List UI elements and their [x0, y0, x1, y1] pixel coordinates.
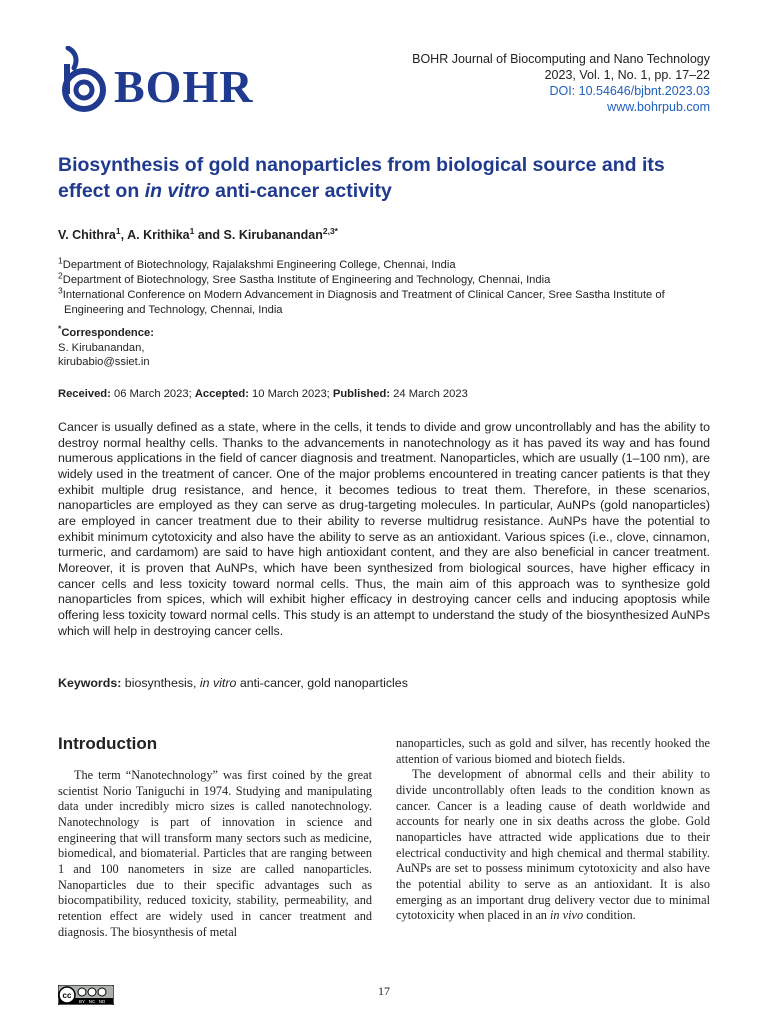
- bohr-logo-icon: [58, 46, 108, 112]
- affiliation-text: International Conference on Modern Advancement in Diagnosis and Treatment of Clinical Cancer, Sree Sastha Institute of Engineering and Technology, Chennai, India: [62, 289, 665, 316]
- affiliation-text: Department of Biotechnology, Sree Sastha Institute of Engineering and Technology, Chennai, India: [62, 274, 551, 286]
- affiliation-item: [58, 270, 718, 288]
- author-separator: ,: [120, 228, 128, 242]
- cc-by-text: BY: [78, 999, 86, 1005]
- title-italic: in vitro: [144, 180, 210, 202]
- affiliation-item: [58, 255, 718, 273]
- cc-mark: cc: [62, 991, 72, 1000]
- publisher-logo: [58, 46, 253, 112]
- intro-paragraph: [396, 767, 710, 924]
- article-title: [58, 152, 718, 204]
- received-date: 06 March 2023;: [110, 388, 195, 400]
- title-part1: Biosynthesis of gold nanoparticles from biological source and its effect on: [58, 154, 665, 202]
- author-affiliation-mark: 2,3*: [322, 225, 338, 236]
- keywords-italic: in vitro: [199, 676, 237, 690]
- keywords-part2: anti-cancer, gold nanoparticles: [236, 676, 408, 690]
- author-name: V. Chithra: [58, 228, 116, 242]
- author-separator: and: [194, 228, 224, 242]
- paragraph-italic: in vivo: [550, 908, 584, 923]
- page-number: 17: [378, 984, 390, 998]
- keywords: [58, 676, 408, 690]
- journal-issue: 2023, Vol. 1, No. 1, pp. 17–22: [544, 68, 710, 82]
- author-name: S. Kirubanandan: [223, 228, 323, 242]
- cc-nd-text: ND: [98, 999, 106, 1005]
- published-label: Published:: [332, 388, 391, 400]
- intro-column-left: [58, 768, 372, 940]
- journal-name: BOHR Journal of Biocomputing and Nano Technology: [412, 52, 710, 66]
- paragraph-text: The development of abnormal cells and their ability to divide uncontrollably often leads to the condition known as cancer. Cancer is a leading cause of death worldwide and accounts for nearly one in six deaths across the globe. Gold nanoparticles have attracted wide applications due to their electrical conductivity and high chemical and thermal stability. AuNPs are set to possess minimum cytotoxicity and also have the potential ability to serve as an antioxidant. It is also emerging as an important drug delivery vector due to minimal cytotoxicity when placed in an: [396, 767, 710, 923]
- title-part2: anti-cancer activity: [209, 180, 392, 202]
- journal-info: [412, 51, 710, 115]
- author-name: A. Krithika: [127, 228, 190, 242]
- author-list: [58, 225, 338, 242]
- doi-link[interactable]: DOI: 10.54646/bjbnt.2023.03: [549, 84, 710, 98]
- affiliations: [58, 255, 718, 318]
- correspondence: [58, 323, 154, 370]
- affiliation-number: 1: [58, 255, 63, 266]
- logo-wordmark: BOHR: [114, 61, 254, 112]
- correspondence-label-text: Correspondence:: [61, 327, 154, 339]
- article-dates: [58, 388, 468, 400]
- accepted-date: 10 March 2023;: [248, 388, 333, 400]
- paragraph-text: condition.: [583, 908, 636, 923]
- affiliation-text: Department of Biotechnology, Rajalakshmi Engineering College, Chennai, India: [62, 259, 456, 271]
- correspondence-email[interactable]: kirubabio@ssiet.in: [58, 356, 150, 368]
- keywords-part1: biosynthesis,: [121, 676, 200, 690]
- correspondence-star: *: [58, 323, 62, 334]
- published-date: 24 March 2023: [390, 388, 468, 400]
- cc-nc-text: NC: [88, 999, 96, 1005]
- website-link[interactable]: www.bohrpub.com: [607, 100, 710, 114]
- author-affiliation-mark: 1: [115, 225, 121, 236]
- received-label: Received:: [58, 388, 111, 400]
- accepted-label: Accepted:: [194, 388, 249, 400]
- intro-column-right: [396, 736, 710, 924]
- author-affiliation-mark: 1: [189, 225, 195, 236]
- correspondence-label: [58, 323, 154, 341]
- keywords-label: Keywords:: [58, 676, 122, 690]
- affiliation-number: 3: [58, 285, 63, 296]
- intro-paragraph: The term “Nanotechnology” was first coined by the great scientist Norio Taniguchi in 1974. Studying and manipulating data under incredibly micro sizes is called nanotechnology. Nanotechnology is part of innovation in science and engineering that will transform many sectors such as medicine, biomedical, and biomaterial. Particles that are ranging between 1 and 100 nanometers in size are called nanoparticles. Nanoparticles due to their specific advantages such as biocompatibility, reduced toxicity, stability, permeability, and retention effect are widely used in cancer treatment and diagnosis. The biosynthesis of metal: [58, 768, 372, 939]
- correspondence-name: S. Kirubanandan,: [58, 341, 145, 354]
- intro-paragraph: nanoparticles, such as gold and silver, has recently hooked the attention of various biomed and biotech fields.: [396, 736, 710, 766]
- abstract-text: Cancer is usually defined as a state, where in the cells, it tends to divide and grow uncontrollably and has the ability to destroy normal healthy cells. Thanks to the advancements in nanotechnology as it has paved its way and has found numerous applications in the field of cancer diagnosis and treatment. Nanoparticles, which are usually (1–100 nm), are widely used in the treatment of cancer. One of the major problems encountered in treating cancer patients is that they exhibit multiple drug resistance, and hence, it becomes tedious to treat them. Therefore, in these scenarios, nanoparticles are employed as they can serve as drug-targeting molecules. In particular, AuNPs (gold nanoparticles) are employed in cancer treatment due to their ability to reverse multidrug resistance. AuNPs have the potential to exhibit minimum cytotoxicity and also have the ability to serve as an antioxidant. Various spices (i.e., clove, cinnamon, turmeric, and cardamom) are said to have high antioxidant content, and they are also beneficial in cancer treatment. Moreover, it is proven that AuNPs, which have been synthesized from biological sources, have higher efficacy in cancer cells and less toxicity toward normal cells. Thus, the main aim of this approach was to synthesize gold nanoparticles from spices, which will exhibit higher efficacy in destroying cancer cells and inducing apoptosis while offering less toxicity toward normal cells. This study is an attempt to understand the study of the biosynthesized AuNPs which will help in destroying cancer cells.: [58, 420, 710, 638]
- section-heading-introduction: Introduction: [58, 734, 158, 753]
- affiliation-number: 2: [58, 270, 63, 281]
- affiliation-item: [58, 285, 718, 318]
